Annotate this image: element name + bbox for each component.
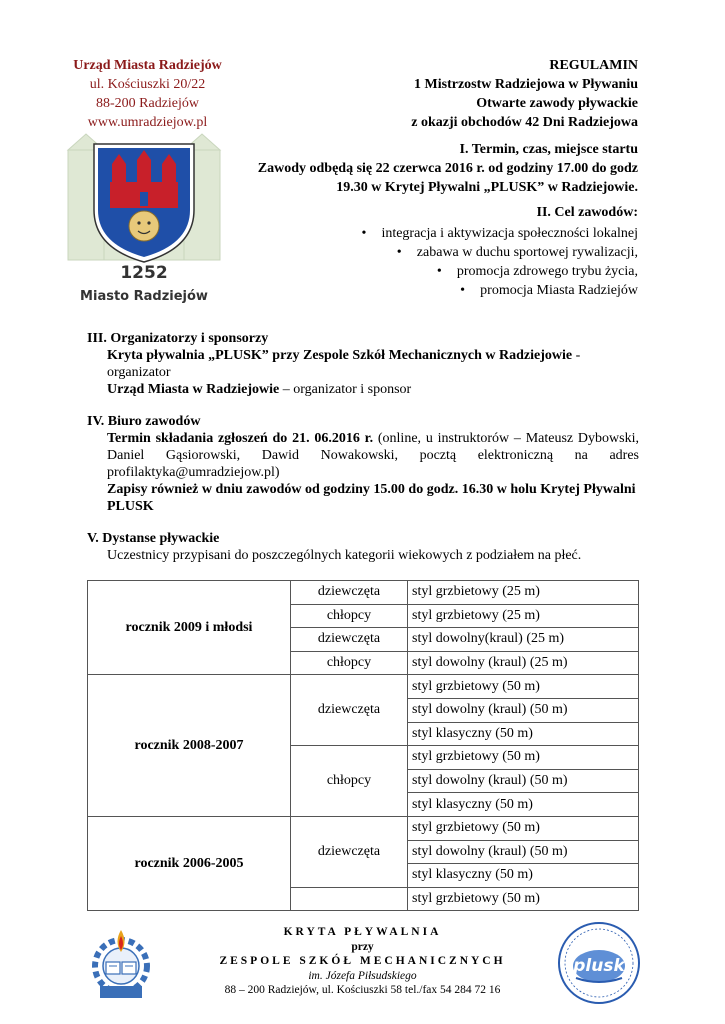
section-term-title: I. Termin, czas, miejsce startu — [459, 142, 638, 157]
style-cell: styl grzbietowy (50 m) — [408, 816, 639, 840]
gender-cell: chłopcy — [291, 604, 408, 628]
section-office-title: IV. Biuro zawodów — [87, 414, 201, 429]
footer — [200, 925, 525, 998]
style-cell: styl dowolny (kraul) (50 m) — [408, 840, 639, 864]
style-cell: styl klasyczny (50 m) — [408, 722, 639, 746]
office-street: ul. Kościuszki 20/22 — [89, 77, 206, 92]
table-row — [88, 816, 639, 840]
category-year: rocznik 2009 i młodsi — [88, 581, 291, 675]
section-term-line-2: 19.30 w Krytej Pływalni „PLUSK” w Radziejowie. — [336, 180, 638, 195]
onsite-registration: Zapisy również w dniu zawodów od godziny 15.00 do godz. 16.30 w holu Krytej Pływalni PLUSK — [107, 482, 636, 514]
table-row — [88, 675, 639, 699]
style-cell: styl grzbietowy (50 m) — [408, 746, 639, 770]
style-cell: styl grzbietowy (25 m) — [408, 581, 639, 605]
section-distances-intro: Uczestnicy przypisani do poszczególnych kategorii wiekowych z podziałem na płeć. — [107, 548, 582, 563]
section-office — [87, 413, 639, 515]
gender-cell: dziewczęta — [291, 628, 408, 652]
section-term-line-1: Zawody odbędą się 22 czerwca 2016 r. od godziny 17.00 do godz — [257, 161, 638, 176]
crest-caption: Miasto Radziejów — [80, 289, 208, 304]
document-header — [178, 56, 638, 132]
office-name: Urząd Miasta Radziejów — [73, 58, 222, 73]
organizer-1: Kryta pływalnia „PLUSK” przy Zespole Szkół Mechanicznych w Radziejowie - organizator — [107, 348, 581, 380]
gender-cell: dziewczęta — [291, 816, 408, 887]
organizer-2: Urząd Miasta w Radziejowie – organizator i sponsor — [107, 382, 412, 397]
gender-cell: dziewczęta — [291, 581, 408, 605]
list-item: • promocja Miasta Radziejów — [460, 283, 638, 298]
style-cell: styl dowolny (kraul) (25 m) — [408, 651, 639, 675]
section-organizers — [87, 330, 639, 398]
plusk-logo-icon — [556, 920, 642, 1006]
style-cell: styl klasyczny (50 m) — [408, 793, 639, 817]
style-cell: styl grzbietowy (50 m) — [408, 887, 639, 911]
office-city: 88-200 Radziejów — [95, 96, 200, 111]
list-item: • zabawa w duchu sportowej rywalizacji, — [396, 245, 638, 260]
category-year: rocznik 2008-2007 — [88, 675, 291, 817]
office-website: www.umradziejow.pl — [87, 115, 208, 130]
gender-cell: chłopcy — [291, 746, 408, 817]
header-line-3: z okazji obchodów 42 Dni Radziejowa — [411, 115, 638, 130]
header-line-1: 1 Mistrzostw Radziejowa w Pływaniu — [414, 77, 638, 92]
style-cell: styl grzbietowy (50 m) — [408, 675, 639, 699]
plusk-logo-word: plusk — [573, 956, 625, 976]
footer-line-1: KRYTA PŁYWALNIA — [283, 926, 442, 938]
header-line-2: Otwarte zawody pływackie — [476, 96, 638, 111]
registration-deadline: Termin składania zgłoszeń do 21. 06.2016 r. (online, u instruktorów – Mateusz Dybowski, Daniel Gąsiorowski, Dawid Nowakowski, pocztą elektroniczną na adres profilaktyka@umradziejow.pl) — [107, 431, 639, 480]
footer-line-4: im. Józefa Piłsudskiego — [308, 969, 417, 982]
gender-cell: dziewczęta — [291, 675, 408, 746]
style-cell: styl klasyczny (50 m) — [408, 864, 639, 888]
style-cell: styl dowolny(kraul) (25 m) — [408, 628, 639, 652]
list-item: • promocja zdrowego trybu życia, — [436, 264, 638, 279]
section-distances — [87, 530, 639, 564]
section-distances-title: V. Dystanse pływackie — [87, 531, 220, 546]
style-cell: styl dowolny (kraul) (50 m) — [408, 698, 639, 722]
section-term — [168, 140, 638, 197]
list-item: • integracja i aktywizacja społeczności lokalnej — [361, 226, 638, 241]
style-cell: styl grzbietowy (25 m) — [408, 604, 639, 628]
section-organizers-title: III. Organizatorzy i sponsorzy — [87, 331, 269, 346]
footer-address: 88 – 200 Radziejów, ul. Kościuszki 58 tel./fax 54 284 72 16 — [224, 984, 501, 996]
footer-line-2: przy — [351, 940, 374, 953]
section-goals-title: II. Cel zawodów: — [536, 205, 638, 220]
style-cell: styl dowolny (kraul) (50 m) — [408, 769, 639, 793]
table-row — [88, 581, 639, 605]
categories-table — [87, 580, 639, 911]
section-goals-list — [308, 224, 638, 300]
category-year: rocznik 2006-2005 — [88, 816, 291, 910]
school-logo-icon — [88, 922, 154, 1004]
footer-line-3: ZESPOLE SZKÓŁ MECHANICZNYCH — [219, 955, 506, 967]
gender-cell: chłopcy — [291, 651, 408, 675]
crest-year: 1252 — [120, 263, 168, 283]
gender-cell — [291, 887, 408, 911]
document-title: REGULAMIN — [549, 58, 638, 73]
